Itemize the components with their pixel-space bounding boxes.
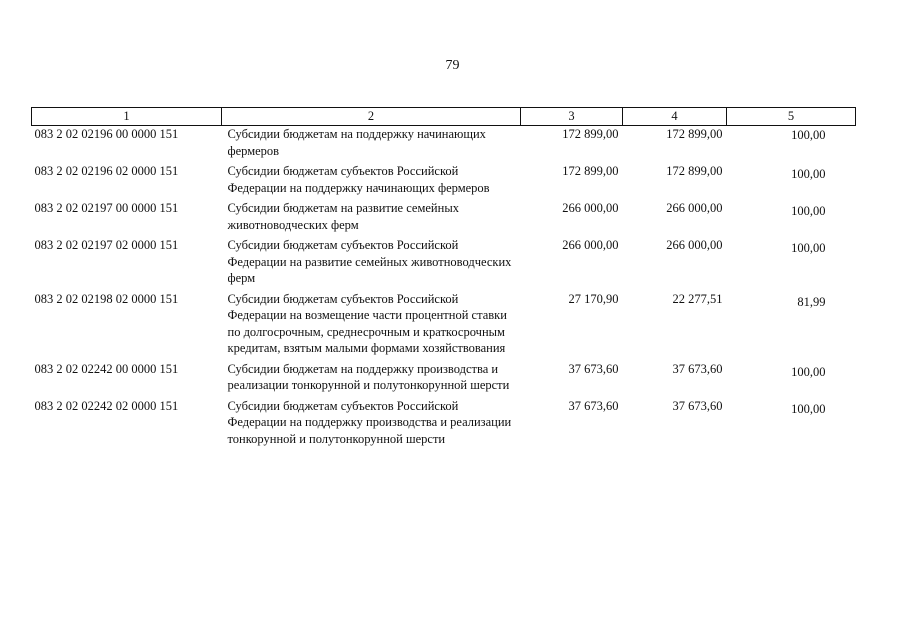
percent-cell: 100,00 <box>791 401 826 416</box>
page-number: 79 <box>445 58 460 73</box>
column-header-1: 1 <box>32 108 222 126</box>
budget-table <box>31 107 856 449</box>
amount-col3-cell: 266 000,00 <box>562 238 619 252</box>
budget-code-cell: 083 2 02 02242 02 0000 151 <box>34 398 179 413</box>
table-row <box>32 235 856 289</box>
budget-code-cell: 083 2 02 02196 02 0000 151 <box>34 164 179 178</box>
percent-cell: 81,99 <box>797 294 826 309</box>
description-cell: Субсидии бюджетам субъектов Российской Федерации на поддержку начинающих фермеров <box>227 164 490 195</box>
description-cell: Субсидии бюджетам на развитие семейных животноводческих ферм <box>227 201 459 232</box>
amount-col3-cell: 37 673,60 <box>568 398 619 413</box>
percent-cell: 100,00 <box>791 241 826 255</box>
amount-col4-cell: 172 899,00 <box>666 164 723 178</box>
column-header-4: 4 <box>623 108 727 126</box>
amount-col3-cell: 172 899,00 <box>562 127 619 141</box>
amount-col4-cell: 37 673,60 <box>672 398 723 413</box>
description-cell: Субсидии бюджетам субъектов Российской Федерации на возмещение части процентной ставки по долгосрочным, среднесрочным и краткосрочным кредитам, взятым малыми формами хозяйствования <box>227 291 507 355</box>
amount-col4-cell: 37 673,60 <box>672 361 723 376</box>
amount-col4-cell: 22 277,51 <box>672 291 723 306</box>
description-cell: Субсидии бюджетам на поддержку производства и реализации тонкорунной и полутонкорунной шерсти <box>227 361 510 392</box>
percent-cell: 100,00 <box>791 128 826 142</box>
amount-col3-cell: 37 673,60 <box>568 361 619 376</box>
table-row <box>32 161 856 198</box>
column-header-2: 2 <box>222 108 521 126</box>
column-header-5: 5 <box>727 108 856 126</box>
amount-col3-cell: 27 170,90 <box>568 291 619 306</box>
budget-code-cell: 083 2 02 02197 00 0000 151 <box>34 201 179 215</box>
table-row <box>32 396 856 450</box>
amount-col4-cell: 266 000,00 <box>666 238 723 252</box>
budget-code-cell: 083 2 02 02197 02 0000 151 <box>34 238 179 252</box>
budget-code-cell: 083 2 02 02196 00 0000 151 <box>34 127 179 141</box>
percent-cell: 100,00 <box>791 204 826 218</box>
amount-col4-cell: 172 899,00 <box>666 127 723 141</box>
description-cell: Субсидии бюджетам субъектов Российской Федерации на развитие семейных животноводческих ферм <box>227 238 512 285</box>
description-cell: Субсидии бюджетам на поддержку начинающих фермеров <box>227 127 486 158</box>
table-row <box>32 289 856 359</box>
amount-col3-cell: 266 000,00 <box>562 201 619 215</box>
table-header-row <box>32 108 856 126</box>
percent-cell: 100,00 <box>791 364 826 379</box>
amount-col3-cell: 172 899,00 <box>562 164 619 178</box>
amount-col4-cell: 266 000,00 <box>666 201 723 215</box>
column-header-3: 3 <box>521 108 623 126</box>
table-row <box>32 359 856 396</box>
table-row <box>32 198 856 235</box>
table-row <box>32 126 856 162</box>
percent-cell: 100,00 <box>791 167 826 181</box>
budget-code-cell: 083 2 02 02242 00 0000 151 <box>34 361 179 376</box>
budget-code-cell: 083 2 02 02198 02 0000 151 <box>34 291 179 306</box>
description-cell: Субсидии бюджетам субъектов Российской Федерации на поддержку производства и реализации тонкорунной и полутонкорунной шерсти <box>227 398 512 446</box>
